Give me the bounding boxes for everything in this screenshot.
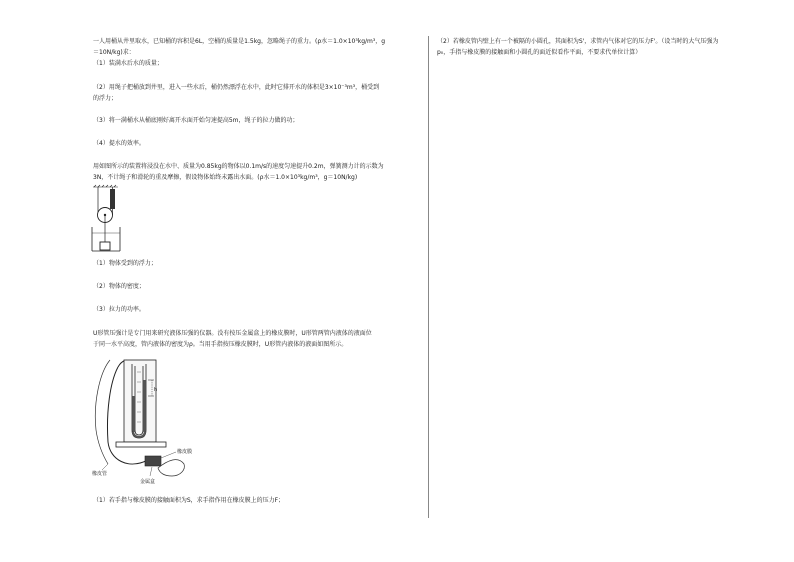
q1-stem-line1: 一人用桶从井里取水，已知桶的容积是6L，空桶的质量是1.5kg，忽略绳子的重力。(ρ水＝1.0×10³kg/m³，g [93, 38, 386, 45]
label-h: h [154, 387, 158, 393]
q3-stem-line1: U形管压强计是专门用来研究液体压强的仪器。没有按压金属盒上的橡皮膜时，U形管两管内液体的液面位 [93, 330, 372, 337]
q1-sub3: （3）将一满桶水从桶底刚好离开水面开始匀速提高5m，绳子的拉力做的功； [93, 117, 299, 124]
u-tube-manometer-diagram [88, 352, 208, 492]
q3-sub2-line2: p₀，手指与橡皮膜的接触面和小圆孔的面近似看作平面，不要求代单位计算） [437, 49, 642, 56]
q2-sub1: （1）物体受到的浮力； [93, 260, 157, 267]
label-box: 金属盒 [140, 479, 156, 485]
metal-box [145, 456, 161, 466]
q3-sub1: （1）若手指与橡皮膜的接触面积为S，求手指作用在橡皮膜上的压力F； [93, 497, 285, 504]
label-tube: 橡皮管 [92, 471, 108, 477]
q1-sub4: （4）提水的效率。 [93, 140, 145, 147]
ceiling-hatch [93, 185, 118, 187]
right-liquid [143, 380, 146, 432]
q3-stem-line2: 于同一水平高度，管内液体的密度为ρ。当用手指按压橡皮膜时，U形管内液体的液面如图所示。 [93, 341, 348, 348]
q3-sub2-line1: （2）若橡皮管内壁上有一个被隔的小圆孔，其面积为S'，求管内气体对它的压力F'。（设当时的大气压强为 [437, 38, 719, 45]
q1-sub2-line2: 的浮力； [93, 95, 118, 102]
submerged-object [100, 242, 110, 250]
spring-scale [110, 189, 115, 209]
q1-sub2-line1: （2）用绳子把桶放到井里，进入一些水后，桶仍然漂浮在水中，此时它排开水的体积是3×10⁻³m³，桶受到 [93, 84, 380, 91]
q2-stem-line2: 3N，不计绳子和滑轮的重及摩擦，假设物体始终未露出水面。(ρ水＝1.0×10³kg/m³，g＝10N/kg) [93, 174, 358, 181]
q2-sub3: （3）拉力的功率。 [93, 306, 145, 313]
q1-stem-line2: ＝10N/kg)求： [93, 49, 135, 56]
q2-sub2: （2）物体的密度； [93, 283, 145, 290]
column-divider [428, 36, 429, 518]
stand-board [124, 360, 156, 442]
pulley-diagram [90, 185, 130, 255]
q2-stem-line1: 用如图所示的装置将浸没在水中、质量为0.85kg的物体以0.1m/s的速度匀速提升0.2m，弹簧测力计的示数为 [93, 163, 384, 170]
left-liquid [133, 396, 136, 432]
label-membrane: 橡皮膜 [177, 449, 193, 455]
q1-sub1: （1）装满水后水的质量； [93, 60, 163, 67]
finger [158, 460, 184, 476]
